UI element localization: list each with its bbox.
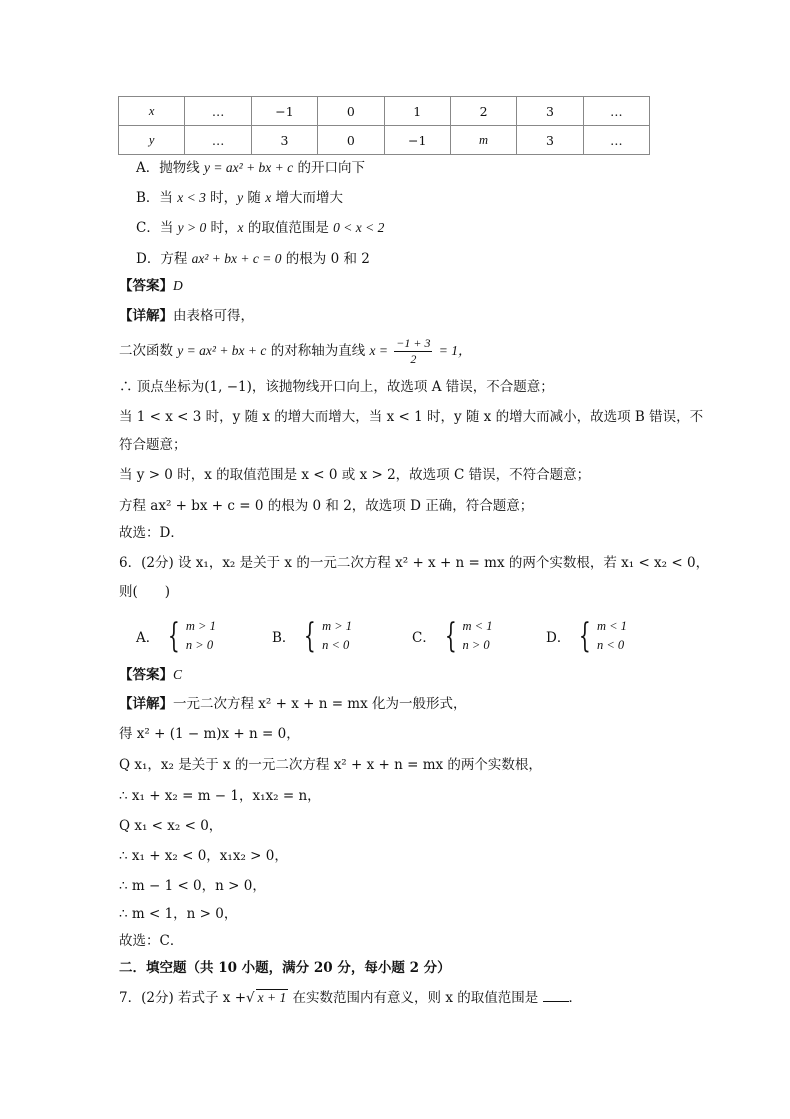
table-cell: 2 [450,97,516,126]
q5-detail-line: 符合题意； [119,437,187,453]
q6-detail-line: ∴ m − 1 < 0，n > 0， [119,878,266,894]
table-cell: m [450,126,516,155]
inequality: n > 0 [185,638,214,652]
q6-stem-end: 则( ) [119,584,171,600]
inequality-system [186,617,216,655]
option-label: B． [136,190,160,206]
math: x [237,220,244,235]
table-cell: −1 [251,97,317,126]
table-cell: 3 [517,97,583,126]
table-cell: 3 [517,126,583,155]
denominator: 2 [410,352,417,366]
answer-value: C [173,667,183,682]
option-label: D． [136,251,161,267]
text: 在实数范围内有意义，则 x 的取值范围是 [292,990,539,1006]
q5-option-d [136,249,370,269]
value-table [118,96,650,155]
q6-stem: 6．(2分) 设 x₁，x₂ 是关于 x 的一元二次方程 x² + x + n = mx 的两个实数根，若 x₁ < x₂ < 0， [119,555,710,571]
text: 当 [159,190,173,206]
brace-icon: { [579,616,592,656]
fraction [394,336,432,367]
text: 抛物线 [159,160,200,176]
inequality: m > 1 [322,619,353,633]
q5-detail-line: 故选：D． [119,525,184,541]
table-cell: … [583,97,649,126]
math: y [237,190,244,205]
q6-option-b [272,616,352,656]
text: 方程 [160,251,188,267]
table-cell: x [119,97,185,126]
text: ． [568,990,583,1006]
table-cell: 1 [384,97,450,126]
table-row [119,97,650,126]
option-label: C． [136,220,160,236]
inequality: n > 0 [462,638,490,652]
q5-detail-line: 当 1 < x < 3 时，y 随 x 的增大而增大，当 x < 1 时，y 随 x 的增大而减小，故选项 B 错误，不 [119,409,704,425]
q6-detail-line: 故选：C． [119,933,184,949]
q5-detail-line: 方程 ax² + bx + c = 0 的根为 0 和 2，故选项 D 正确，符合题意； [119,498,534,514]
text: 由表格可得， [173,308,254,324]
text: 的取值范围是 [247,220,329,236]
text: 当 [159,220,174,236]
detail-tag: 【详解】 [119,696,173,712]
math: y = ax² + bx + c [177,343,267,358]
q6-detail-line: ∴ x₁ + x₂ = m − 1，x₁x₂ = n， [119,788,321,804]
q5-detail-intro [119,306,254,326]
sqrt-icon: √ [246,990,255,1006]
inequality: m < 1 [462,619,493,633]
math: = 1， [438,343,472,358]
math: 0 < x < 2 [333,220,385,235]
math: y > 0 [177,220,207,235]
option-label: A． [136,630,160,646]
text: 的开口向下 [297,160,365,176]
q5-option-b [136,188,343,208]
text: 二次函数 [119,343,173,359]
numerator: −1 + 3 [396,336,431,350]
text: 时， [210,190,238,206]
inequality-system [597,617,627,655]
q6-detail-intro [119,694,467,714]
text: 7．(2分) 若式子 x + [119,990,247,1006]
q5-option-a [136,158,365,178]
brace-icon: { [444,616,457,656]
section-heading: 二．填空题（共 10 小题，满分 20 分，每小题 2 分） [119,960,451,976]
table-cell: 3 [251,126,317,155]
radicand: x + 1 [257,990,287,1005]
math: ax² + bx + c = 0 [191,251,282,266]
option-label: C． [412,630,436,646]
table-cell: … [583,126,649,155]
q6-detail-line: Q x₁，x₂ 是关于 x 的一元二次方程 x² + x + n = mx 的两个实数根， [119,757,542,773]
q6-answer [119,665,182,685]
inequality-system [462,617,492,655]
q5-detail-line: ∴ 顶点坐标为(1, −1)，该抛物线开口向上，故选项 A 错误，不合题意； [119,379,554,395]
q6-option-a [136,616,216,656]
answer-tag: 【答案】 [119,278,173,294]
table-cell: 0 [318,126,384,155]
text: 随 [247,190,261,206]
option-label: D． [546,630,571,646]
text: 的对称轴为直线 [270,343,366,359]
table-row [119,126,650,155]
inequality: m < 1 [596,619,627,633]
q7-stem [119,988,582,1008]
q5-detail-axis [119,336,472,368]
table-cell: −1 [384,126,450,155]
brace-icon: { [168,616,181,656]
detail-tag: 【详解】 [119,308,173,324]
q6-option-d [546,616,627,656]
table-cell: y [119,126,185,155]
option-label: A． [136,160,160,176]
table-cell: … [185,97,251,126]
inequality: m > 1 [185,619,216,633]
math: y = ax² + bx + c [204,160,294,175]
math: x [265,190,272,205]
table-cell: … [185,126,251,155]
text: 增大而增大 [275,190,344,206]
text: 一元二次方程 x² + x + n = mx 化为一般形式， [173,696,467,712]
q6-detail-line: 得 x² + (1 − m)x + n = 0， [119,726,300,742]
inequality: n < 0 [322,638,350,652]
brace-icon: { [304,616,317,656]
q6-detail-line: Q x₁ < x₂ < 0， [119,818,223,834]
math: x = [369,343,388,358]
answer-blank[interactable] [543,989,569,1002]
option-label: B． [272,630,296,646]
q5-detail-line: 当 y > 0 时，x 的取值范围是 x < 0 或 x > 2，故选项 C 错误，不符合题意； [119,467,591,483]
answer-value: D [173,278,183,293]
q6-option-c [412,616,492,656]
inequality: n < 0 [596,638,625,652]
q5-answer [119,276,183,296]
q5-option-c [136,218,384,238]
text: 的根为 0 和 2 [285,251,370,267]
answer-tag: 【答案】 [119,667,173,683]
text: 时， [210,220,238,236]
q6-detail-line: ∴ x₁ + x₂ < 0，x₁x₂ > 0， [119,848,288,864]
q6-detail-line: ∴ m < 1，n > 0， [119,906,238,922]
inequality-system [322,617,352,655]
table-cell: 0 [318,97,384,126]
math: x < 3 [177,190,206,205]
